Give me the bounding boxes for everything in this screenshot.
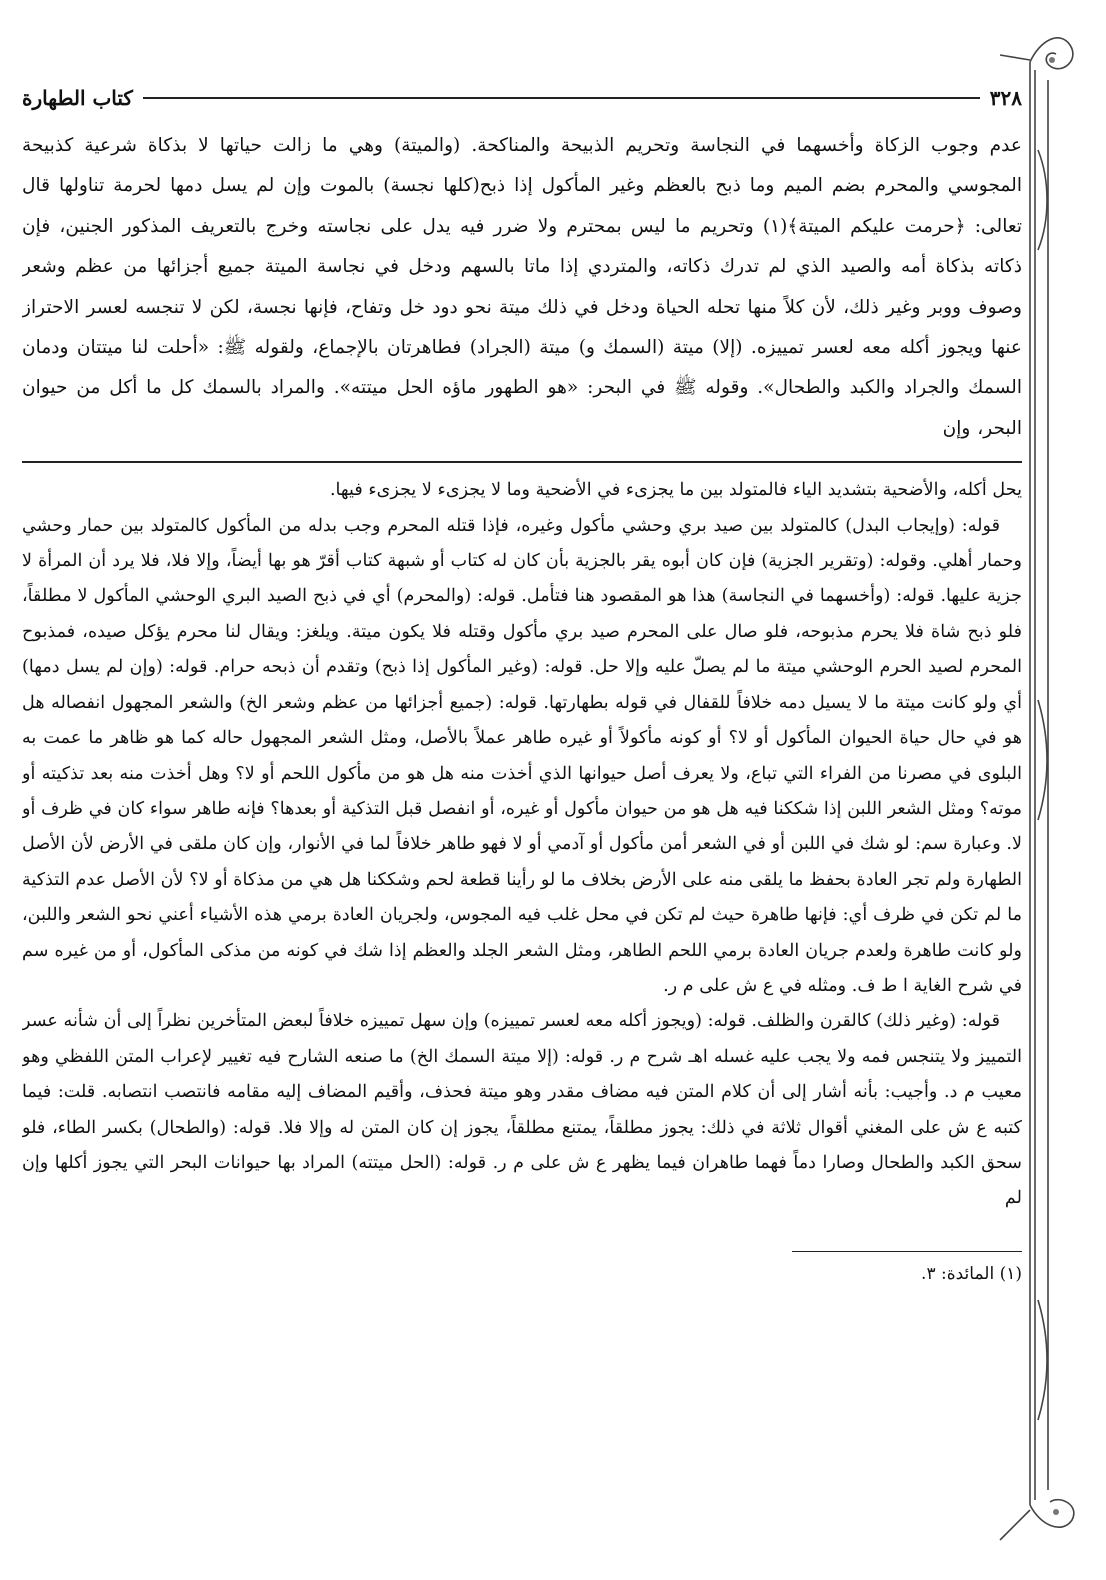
- running-header: [22, 78, 1022, 118]
- section-separator: [22, 461, 1022, 463]
- commentary-paragraph: قوله: (وإيجاب البدل) كالمتولد بين صيد بري وحشي مأكول وغيره، فإذا قتله المحرم وجب بدله من المأكول كالمتولد بين حمار وحشي وحمار أهلي. وقوله: (وتقرير الجزية) فإن كان أبوه يقر بالجزية بأن كان له كتاب أو شبهة كتاب أقرّ هو بها أيضاً، وإلا فلا، فلا يرد أن المرأة لا جزية عليها. قوله: (وأخسهما في النجاسة) هذا هو المقصود هنا فتأمل. قوله: (والمحرم) أي في ذبح الصيد البري الوحشي المأكول لا مطلقاً، فلو ذبح شاة فلا يحرم مذبوحه، فلو صال على المحرم صيد بري مأكول وقتله فلا يكون ميتة. ويلغز: ويقال لنا محرم يؤكل صيده، فمذبوح المحرم لصيد الحرم الوحشي ميتة ما لم يصلّ عليه وإلا حل. قوله: (وغير المأكول إذا ذبح) وتقدم أن ذبحه حرام. قوله: (وإن لم يسل دمها) أي ولو كانت ميتة ما لا يسيل دمه خلافاً للقفال في قوله بطهارتها. قوله: (جميع أجزائها من عظم وشعر الخ) والشعر المجهول انفصاله هل هو في حال حياة الحيوان المأكول أو لا؟ أو كونه مأكولاً أو غيره طاهر عملاً بالأصل، ومثل الشعر المجهول حاله كما هو ظاهر ما عمت به البلوى في مصرنا من الفراء التي تباع، ولا يعرف أصل حيوانها الذي أخذت منه هل هو من مأكول اللحم أو لا؟ وهل أخذت منه بعد تذكيته أو موته؟ ومثل الشعر اللبن إذا شككنا فيه هل هو من حيوان مأكول أو غيره، أو انفصل قبل التذكية أو بعدها؟ فإنه طاهر سواء كان في ظرف أو لا. وعبارة سم: لو شك في اللبن أو في الشعر أمن مأكول أو آدمي أو لا فهو طاهر خلافاً لما في الأنوار، وإن كان ملقى في الأرض لأن الأصل الطهارة ولم تجر العادة بحفظ ما يلقى منه على الأرض بخلاف ما لو رأينا قطعة لحم وشككنا هل هي من مذكاة أو لا؟ لأن الأصل عدم التذكية ما لم تكن في ظرف أي: فإنها طاهرة حيث لم تكن في محل غلب فيه المجوس، ولجريان العادة برمي هذه الأشياء أعني نحو الشعر واللبن، ولو كانت طاهرة ولعدم جريان العادة برمي اللحم الطاهر، ومثل الشعر الجلد والعظم إذا شك في كونه من مذكى المأكول، أو من غيره سم في شرح الغاية ا ط ف. ومثله في ع ش على م ر.: [22, 515, 1022, 996]
- footnote: (١) المائدة: ٣.: [921, 1263, 1022, 1284]
- commentary-paragraph: يحل أكله، والأضحية بتشديد الياء فالمتولد بين ما يجزىء في الأضحية وما لا يجزىء لا يجزىء فيها.: [329, 480, 1022, 501]
- commentary-paragraph: قوله: (وغير ذلك) كالقرن والظلف. قوله: (ويجوز أكله معه لعسر تمييزه) وإن سهل تمييزه خلافاً لبعض المتأخرين نظراً إلى أن شأنه عسر التمييز ولا يتنجس فمه ولا يجب عليه غسله اهـ شرح م ر. قوله: (إلا ميتة السمك الخ) ما صنعه الشارح فيه تغيير لإعراب المتن اللفظي وهو معيب م د. وأجيب: بأنه أشار إلى أن كلام المتن فيه مضاف مقدر وهو ميتة فحذف، وأقيم المضاف إليه مقامه فانتصب انتصابه. قلت: فيما كتبه ع ش على المغني أقوال ثلاثة في ذلك: يجوز مطلقاً، يمتنع مطلقاً، يجوز إن كان المتن له وإلا فلا. قوله: (والطحال) بكسر الطاء، فلو سحق الكبد والطحال وصارا دماً فهما طاهران فيما يظهر ع ش على م ر. قوله: (الحل ميتته) المراد بها حيوانات البحر التي يجوز أكلها وإن لم: [22, 1011, 1022, 1209]
- main-text: عدم وجوب الزكاة وأخسهما في النجاسة وتحريم الذبيحة والمناكحة. (والميتة) وهي ما زالت حياتها لا بذكاة شرعية كذبيحة المجوسي والمحرم بضم الميم وما ذبح بالعظم وغير المأكول إذا ذبح(كلها نجسة) بالموت وإن لم يسل دمها لحرمة تناولها قال تعالى: ﴿حرمت عليكم الميتة﴾(١) وتحريم ما ليس بمحترم ولا ضرر فيه يدل على نجاسته وخرج بالتعريف المذكور الجنين، فإن ذكاته بذكاة أمه والصيد الذي لم تدرك ذكاته، والمتردي إذا ماتا بالسهم ودخل في نجاسة الميتة جميع أجزائها من عظم وشعر وصوف ووبر وغير ذلك، لأن كلاً منها تحله الحياة ودخل في ذلك ميتة نحو دود خل وتفاح، فإنها نجسة، لكن لا تنجسه لعسر الاحتراز عنها ويجوز أكله معه لعسر تمييزه. (إلا) ميتة (السمك و) ميتة (الجراد) فطاهرتان بالإجماع، ولقوله ﷺ: «أحلت لنا ميتتان ودمان السمك والجراد والكبد والطحال». وقوله ﷺ في البحر: «هو الطهور ماؤه الحل ميتته». والمراد بالسمك كل ما أكل من حيوان البحر، وإن: [22, 135, 1022, 439]
- commentary: [22, 473, 1022, 1217]
- book-title: كتاب الطهارة: [22, 86, 133, 110]
- footnote-rule: [792, 1251, 1022, 1252]
- header-rule: [143, 97, 980, 99]
- page-content: [22, 78, 1022, 1548]
- page-number: ٣٢٨: [989, 86, 1022, 110]
